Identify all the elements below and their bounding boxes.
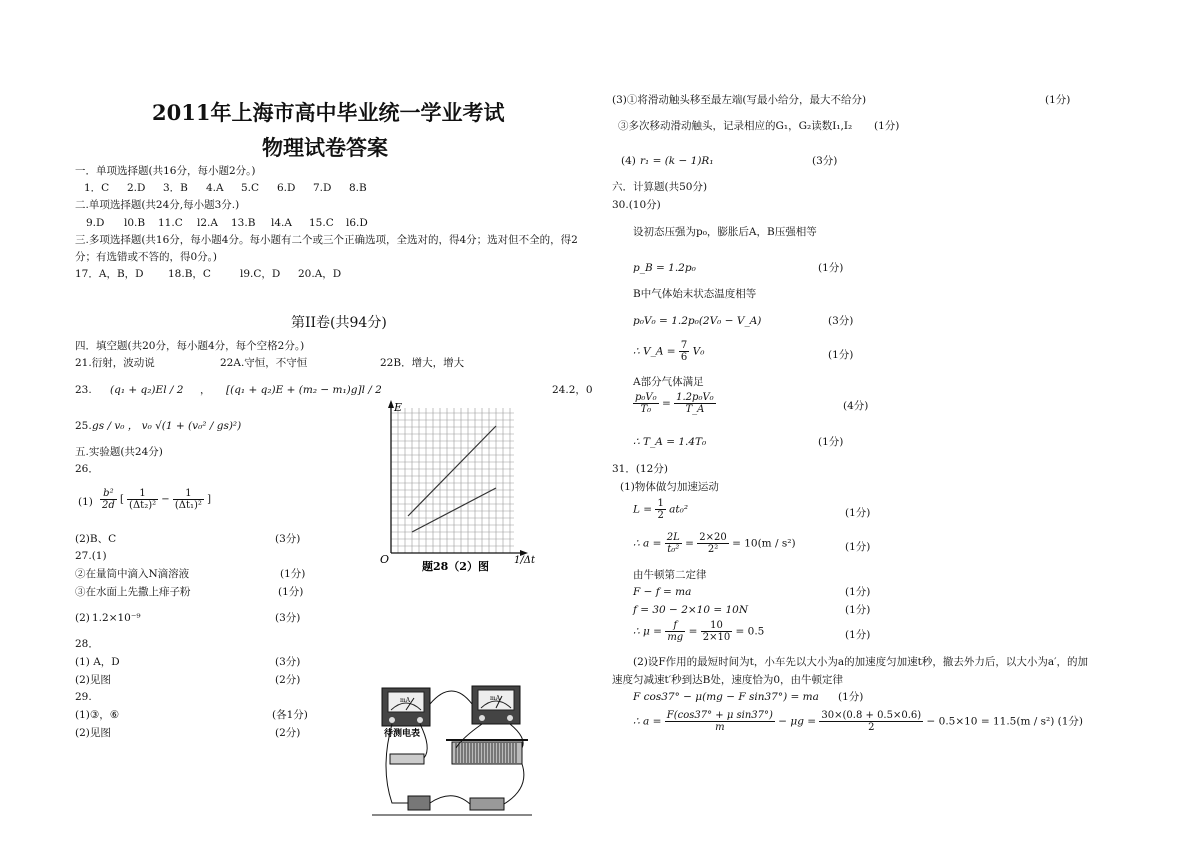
q29-2-score: (2分)	[275, 727, 301, 739]
q30-a-note: A部分气体满足	[633, 376, 704, 388]
q31-eq-1-score: (1分)	[845, 507, 871, 519]
graph-line-upper	[408, 426, 496, 516]
q28-2-answer: (2)见图	[75, 674, 111, 686]
answer-item: 7.D	[313, 182, 332, 194]
answer-item: 9.D	[86, 217, 105, 229]
switch	[408, 796, 430, 810]
answer-title: 物理试卷答案	[262, 135, 388, 160]
q31-eq-7-den1: m	[715, 722, 725, 733]
q27-2-label: (2)	[75, 612, 90, 624]
q31-eq-7-rhs: − 0.5×10 = 11.5(m / s²)	[926, 715, 1055, 728]
answer-item: 17．A，B，D	[75, 268, 144, 280]
q30-label: 30.(10分)	[612, 199, 661, 211]
q31-eq-7	[633, 710, 1083, 733]
graph-x-label: 1/Δt	[514, 555, 535, 566]
answer-item: 1．C	[84, 182, 110, 194]
q26-2-score: (3分)	[275, 533, 301, 545]
q29-3b-text: ③多次移动滑动触头，记录相应的G₁，G₂读数I₁,I₂	[618, 120, 853, 132]
meter-left	[382, 688, 430, 726]
q25-formula: gs / v₀ ， v₀ √(1 + (v₀² / gs)²)	[92, 420, 242, 432]
q29-4-formula: r₁ = (k − 1)R₁	[640, 155, 714, 167]
section-2-heading: 二.单项选择题(共24分,每小题3分.)	[75, 199, 240, 211]
q30-b-note: B中气体始末状态温度相等	[633, 288, 757, 300]
q29-1-answer: (1)③，⑥	[75, 709, 120, 721]
q31-part-2: (2)设F作用的最短时间为t，小车先以大小为a的加速度匀加速t秒，撤去外力后，以大小为a′，的加	[633, 656, 1088, 668]
q26-2-answer: (2)B、C	[75, 533, 117, 545]
graph-y-label: E	[394, 401, 403, 414]
q31-part-1: (1)物体做匀加速运动	[620, 481, 719, 493]
q31-eq-7-mid: − μg =	[778, 715, 817, 728]
q31-eq-2-den2: 2²	[707, 544, 719, 555]
answer-item: 8.B	[349, 182, 367, 194]
answer-item: l9.C，D	[240, 268, 281, 280]
q30-eq-1-score: (1分)	[818, 262, 844, 274]
q31-eq-5-num2: 10	[701, 620, 732, 632]
section-5-heading: 五.实验题(共24分)	[75, 446, 163, 458]
q31-eq-2-lhs: ∴ a =	[633, 537, 662, 550]
q31-eq-3-score: (1分)	[845, 586, 871, 598]
q31-eq-1-num: 1	[657, 498, 664, 509]
meter-left-unit: mA	[400, 697, 411, 704]
q28-1-answer: (1) A，D	[75, 656, 120, 668]
q31-eq-5-den1: mg	[667, 632, 684, 643]
q31-eq-5-num1: f	[665, 620, 685, 632]
q23-formula-1: (q₁ + q₂)El / 2	[110, 384, 184, 396]
q29-label: 29.	[75, 691, 92, 703]
q27-label: 27.(1)	[75, 550, 107, 562]
q27-step-b: ③在水面上先撒上痱子粉	[75, 586, 191, 598]
answer-item: l0.B	[124, 217, 146, 229]
q27-2-score: (3分)	[275, 612, 301, 624]
q31-eq-4: f = 30 − 2×10 = 10N	[633, 604, 749, 616]
meter-right	[472, 686, 520, 724]
resistor-box	[390, 754, 424, 764]
q30-eq-2: p₀V₀ = 1.2p₀(2V₀ − V_A)	[633, 315, 762, 327]
q30-eq-3	[633, 340, 704, 363]
section-6-heading: 六．计算题(共50分)	[612, 181, 708, 193]
q31-eq-7-num2: 30×(0.8 + 0.5×0.6)	[821, 710, 922, 721]
answer-item: l6.D	[346, 217, 368, 229]
q29-1-score: (各1分)	[272, 709, 308, 721]
q31-eq-5-den2: 2×10	[702, 632, 731, 643]
answer-item: 5.C	[241, 182, 260, 194]
q29-3-text: (3)①将滑动触头移至最左端(写最小给分，最大不给分)	[612, 94, 867, 106]
q22a-answer: 22A.守恒，不守恒	[220, 357, 308, 369]
q31-eq-2-rhs: = 10(m / s²)	[732, 537, 796, 550]
q31-eq-5-score: (1分)	[845, 629, 871, 641]
q31-newton-note: 由牛顿第二定律	[633, 569, 707, 581]
q31-eq-7-num1: F(cos37° + μ sin37°)	[666, 710, 773, 721]
answer-item: 4.A	[206, 182, 224, 194]
q29-3-score: (1分)	[1045, 94, 1071, 106]
graph-grid	[391, 408, 514, 553]
q31-eq-7-score: (1分)	[1057, 715, 1084, 728]
part-2-heading: 第II卷(共94分)	[291, 315, 387, 331]
q29-4-label: (4)	[621, 155, 636, 167]
q31-eq-2-score: (1分)	[845, 541, 871, 553]
q31-eq-6: F cos37° − μ(mg − F sin37°) = ma	[633, 691, 819, 703]
q31-eq-5-lhs: ∴ μ =	[633, 625, 662, 638]
q28-graph	[372, 398, 542, 578]
q31-eq-4-score: (1分)	[845, 604, 871, 616]
answer-item: l2.A	[197, 217, 218, 229]
q31-eq-2-num1: 2L	[666, 532, 680, 543]
graph-origin-label: O	[380, 553, 390, 566]
answer-item: 18.B，C	[168, 268, 211, 280]
answer-item: 11.C	[158, 217, 183, 229]
q31-part-2-cont: 速度匀减速t′秒到达B处，速度恰为0，由牛顿定律	[612, 674, 843, 686]
answer-item: 13.B	[231, 217, 256, 229]
q27-step-a-score: (1分)	[280, 568, 306, 580]
q22b-answer: 22B．增大，增大	[380, 357, 465, 369]
q30-eq-3-lhs: ∴ V_A =	[633, 345, 676, 358]
q30-eq-5: ∴ T_A = 1.4T₀	[633, 436, 707, 448]
tested-meter-label: 待测电表	[384, 729, 421, 739]
q31-eq-1-rhs: at₀²	[669, 503, 689, 516]
q26-1-label: (1)	[78, 496, 93, 508]
q31-eq-5: ∴ μ = $\frac{f}{mg}$ = $\frac{10}{2\times 10}$ = 0.5	[633, 620, 765, 643]
section-3-heading: 三.多项选择题(共16分，每小题4分。每小题有二个或三个正确选项，全选对的，得4分；选对但不全的，得2	[75, 234, 578, 246]
q31-eq-2-num2: 2×20	[699, 532, 727, 543]
q23-label: 23.	[75, 384, 92, 396]
q31-eq-6-score: (1分)	[838, 691, 864, 703]
q29-4-score: (3分)	[812, 155, 838, 167]
q27-step-b-score: (1分)	[278, 586, 304, 598]
q23-separator: ，	[200, 384, 211, 396]
q30-eq-4: $\frac{\text{p₀V₀}}{\text{T₀}}$ = $\frac{\text{1.2p₀V₀}}{T\_A}$	[635, 392, 714, 415]
q26-label: 26．	[75, 463, 99, 475]
answer-item: l4.A	[271, 217, 292, 229]
q31-eq-1-den: 2	[657, 510, 664, 521]
q31-eq-5-rhs: = 0.5	[735, 625, 765, 638]
answer-item: 6.D	[277, 182, 296, 194]
q30-eq-5-score: (1分)	[818, 436, 844, 448]
q31-eq-1-lhs: L =	[633, 503, 653, 516]
q30-eq-4-den1: T₀	[640, 404, 652, 415]
q30-eq-3-den: 6	[680, 352, 688, 363]
q28-2-score: (2分)	[275, 674, 301, 686]
q31-eq-3: F − f = ma	[633, 586, 692, 598]
q30-eq-2-score: (3分)	[828, 315, 854, 327]
q26-1-formula: $\frac{\text{b²}}{2d}$ [ $\frac{1}{\text{(Δt₂)²}}$ − $\frac{1}{\text{(Δt₁)²}}$ ]	[102, 488, 212, 511]
exam-title: 2011年上海市高中毕业统一学业考试	[152, 100, 505, 125]
q31-label: 31．(12分)	[612, 463, 668, 475]
graph-caption: 题28（2）图	[422, 560, 489, 573]
q31-eq-2-den1: t₀²	[667, 544, 680, 555]
q31-eq-1	[633, 498, 688, 521]
answer-item: 2.D	[127, 182, 146, 194]
q30-eq-4-den2: T_A	[685, 404, 705, 415]
answer-item: 3．B	[163, 182, 188, 194]
q30-eq-4-num2: 1.2p₀V₀	[676, 392, 714, 403]
q27-2-value: 1.2×10⁻⁹	[92, 612, 141, 624]
meter-right-unit: mA	[490, 695, 501, 702]
q28-label: 28．	[75, 638, 99, 650]
battery	[470, 798, 504, 810]
rheostat	[446, 740, 528, 764]
section-4-heading: 四．填空题(共20分，每小题4分，每个空格2分。)	[75, 340, 305, 352]
q23-formula-2: [(q₁ + q₂)E + (m₂ − m₁)g]l / 2	[226, 384, 382, 396]
q29-2-answer: (2)见图	[75, 727, 111, 739]
q30-eq-3-num: 7	[680, 340, 688, 351]
q30-eq-3-score: (1分)	[828, 349, 854, 361]
q31-eq-7-lhs: ∴ a =	[633, 715, 662, 728]
q31-eq-7-den2: 2	[868, 722, 875, 733]
q30-eq-4-score: (4分)	[843, 400, 869, 412]
q29-3b-score: (1分)	[874, 120, 900, 132]
q25-label: 25.	[75, 420, 92, 432]
q31-eq-2: ∴ a = $\frac{2L}{\text{t₀²}}$ = $\frac{2\times 20}{\text{2²}}$ = 10(m / s²)	[633, 532, 796, 555]
answer-item: 20.A，D	[298, 268, 342, 280]
q30-eq-4-num1: p₀V₀	[635, 392, 657, 403]
q28-1-score: (3分)	[275, 656, 301, 668]
section-1-heading: 一．单项选择题(共16分，每小题2分。)	[75, 165, 256, 177]
q27-step-a: ②在量筒中滴入N滴溶液	[75, 568, 190, 580]
q30-eq-1: p_B = 1.2p₀	[633, 262, 696, 274]
q30-eq-3-rhs: V₀	[692, 345, 705, 358]
answer-item: 15.C	[309, 217, 334, 229]
q21-answer: 21.衍射，波动说	[75, 357, 155, 369]
q29-circuit-figure	[372, 678, 534, 818]
q24-answer: 24.2，0	[552, 384, 593, 396]
section-3-heading-cont: 分；有选错或不答的，得0分。)	[75, 251, 218, 263]
q30-intro: 设初态压强为p₀，膨胀后A，B压强相等	[633, 226, 817, 238]
